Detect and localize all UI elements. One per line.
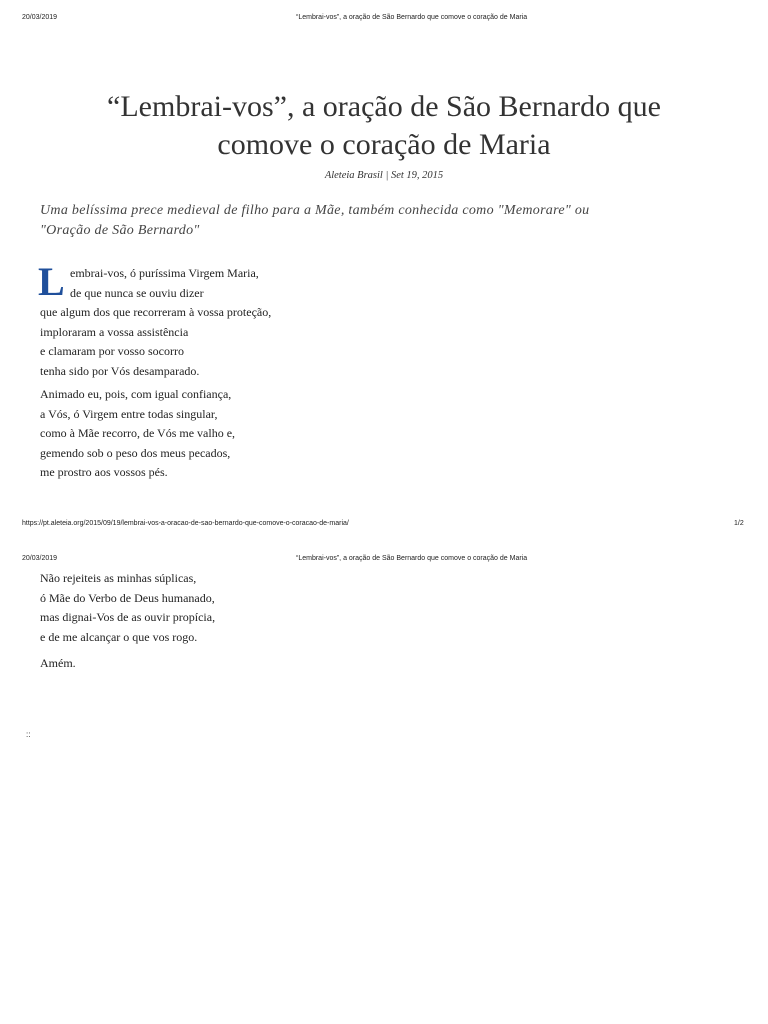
subtitle-line-2: "Oração de São Bernardo" <box>40 223 200 238</box>
prayer-amen: Amém. <box>40 656 76 670</box>
verse-line: embrai-vos, ó puríssima Virgem Maria, <box>70 266 259 280</box>
page1-footer-page-number: 1/2 <box>734 520 744 527</box>
verse-line: me prostro aos vossos pés. <box>40 465 168 479</box>
prayer-stanza-2 <box>40 385 235 483</box>
verse-line: tenha sido por Vós desamparado. <box>40 363 200 378</box>
byline: Aleteia Brasil | Set 19, 2015 <box>324 170 444 181</box>
verse-line: gemendo sob o peso dos meus pecados, <box>40 445 231 460</box>
page1-header-date: 20/03/2019 <box>22 14 58 21</box>
page-mark: :: <box>26 730 31 739</box>
verse-line: ó Mãe do Verbo de Deus humanado, <box>40 590 215 605</box>
article-title-line-2: comove o coração de Maria <box>217 128 551 161</box>
prayer-stanza-3 <box>40 569 215 647</box>
drop-cap: L <box>38 259 65 304</box>
verse-line: e clamaram por vosso socorro <box>40 344 184 358</box>
page1-footer-url: https://pt.aleteia.org/2015/09/19/lembrai-vos-a-oracao-de-sao-bernardo-que-comove-o-coracao-de-maria/ <box>22 520 349 527</box>
verse-line: mas dignai-Vos de as ouvir propícia, <box>40 610 216 624</box>
verse-line: imploraram a vossa assistência <box>40 324 189 339</box>
verse-line: que algum dos que recorreram à vossa proteção, <box>40 305 272 319</box>
verse-line: Não rejeiteis as minhas súplicas, <box>40 571 197 585</box>
verse-line: Animado eu, pois, com igual confiança, <box>40 387 232 401</box>
verse-line: de que nunca se ouviu dizer <box>70 285 204 300</box>
verse-line: a Vós, ó Virgem entre todas singular, <box>40 406 218 421</box>
verse-line: como à Mãe recorro, de Vós me valho e, <box>40 426 236 440</box>
verse-line: e de me alcançar o que vos rogo. <box>40 629 198 644</box>
page2-header-date: 20/03/2019 <box>22 555 58 562</box>
article-title <box>40 88 728 164</box>
page1-header-title: “Lembrai-vos”, a oração de São Bernardo que comove o coração de Maria <box>296 14 528 21</box>
subtitle-line-1: Uma belíssima prece medieval de filho para a Mãe, também conhecida como "Memorare" ou <box>40 203 590 218</box>
page2-header-title: “Lembrai-vos”, a oração de São Bernardo que comove o coração de Maria <box>296 555 528 562</box>
prayer-stanza-1 <box>38 259 272 381</box>
article-title-line-1: “Lembrai-vos”, a oração de São Bernardo que <box>107 90 661 123</box>
article-subtitle <box>40 201 700 241</box>
